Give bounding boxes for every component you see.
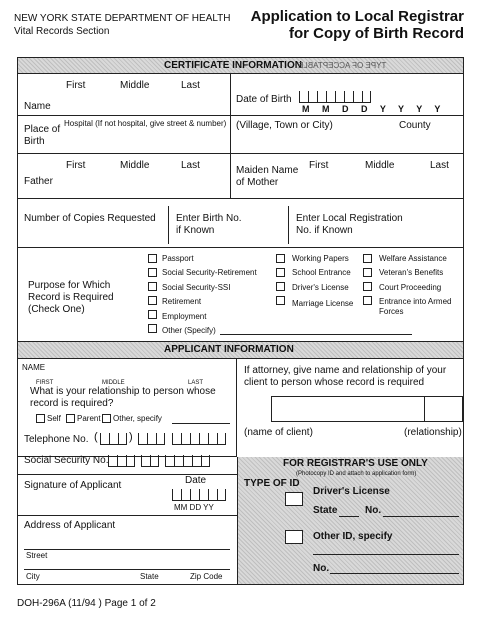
registrar-license-no-field[interactable] [383, 516, 459, 517]
child-name-field[interactable] [60, 95, 226, 115]
other-relationship-label: Other, specify [113, 414, 162, 423]
city-label: City [26, 572, 40, 581]
mother-maiden-name-field[interactable] [300, 173, 458, 195]
client-name-label: (name of client) [244, 427, 313, 438]
type-of-id-label: TYPE OF ID [244, 478, 300, 489]
state-label: State [140, 572, 159, 581]
marriage-license-label: Marriage License [292, 299, 354, 308]
cert-name-label: Name [24, 101, 51, 112]
city-state-zip-field[interactable] [24, 569, 230, 570]
copies-requested-label: Number of Copies Requested [24, 213, 156, 224]
zip-label: Zip Code [190, 572, 223, 581]
applicant-name-label: NAME [22, 363, 46, 372]
village-field[interactable] [236, 133, 386, 151]
purpose-label-2: Record is Required [28, 292, 114, 303]
purpose-label-3: (Check One) [28, 304, 85, 315]
mother-last-label: Last [430, 160, 449, 171]
welfare-label: Welfare Assistance [379, 254, 447, 263]
relationship-question-2: record is required? [30, 398, 114, 409]
hospital-label: Hospital (If not hospital, give street & number) [64, 119, 227, 128]
place-of-birth-label-2: Birth [24, 136, 45, 147]
certificate-band-title: CERTIFICATE INFORMATION [164, 60, 302, 71]
retirement-label: Retirement [162, 297, 202, 306]
drivers-license-id-label: Driver's License [313, 486, 390, 497]
employment-label: Employment [162, 312, 207, 321]
ss-ssi-checkbox[interactable] [148, 282, 157, 291]
client-relationship-box[interactable] [424, 396, 463, 422]
ss-retirement-checkbox[interactable] [148, 268, 157, 277]
working-papers-label: Working Papers [292, 254, 349, 263]
ssn-group-field[interactable] [141, 455, 159, 467]
passport-label: Passport [162, 254, 194, 263]
school-entrance-checkbox[interactable] [276, 268, 285, 277]
attorney-instruction-1: If attorney, give name and relationship of your [244, 365, 447, 376]
birth-number-label-2: if Known [176, 225, 215, 236]
passport-checkbox[interactable] [148, 254, 157, 263]
registrar-note: (Photocopy ID and attach to application form) [296, 471, 417, 477]
birth-number-label-1: Enter Birth No. [176, 213, 242, 224]
client-name-box[interactable] [271, 396, 425, 422]
other-id-field[interactable] [313, 554, 459, 555]
signature-date-label: Date [185, 475, 207, 486]
registrar-license-no-label: No. [365, 505, 382, 516]
parent-label: Parent [77, 414, 101, 423]
date-of-birth-field[interactable] [299, 91, 371, 103]
area-code-field[interactable] [100, 433, 127, 445]
street-label: Street [26, 551, 48, 560]
local-registration-label-2: No. if Known [296, 225, 353, 236]
ss-retirement-label: Social Security-Retirement [162, 268, 257, 277]
street-field[interactable] [24, 549, 230, 550]
father-last-label: Last [181, 160, 200, 171]
ss-ssi-label: Social Security-SSI [162, 283, 231, 292]
welfare-checkbox[interactable] [363, 254, 372, 263]
cert-middle-label: Middle [120, 80, 150, 91]
phone-line-field[interactable] [172, 433, 226, 445]
place-of-birth-label-1: Place of [24, 124, 61, 135]
self-checkbox[interactable] [36, 414, 45, 423]
address-label: Address of Applicant [24, 520, 116, 531]
father-name-field[interactable] [60, 173, 226, 195]
purpose-label-1: Purpose for Which [28, 280, 111, 291]
applicant-last-label: LAST [188, 380, 204, 386]
father-first-label: First [66, 160, 86, 171]
registrar-state-field[interactable] [339, 516, 359, 517]
mother-middle-label: Middle [365, 160, 395, 171]
working-papers-checkbox[interactable] [276, 254, 285, 263]
area-code-close-paren: ) [129, 431, 133, 443]
ssn-area-field[interactable] [108, 455, 135, 467]
client-relationship-label: (relationship) [404, 427, 462, 438]
other-purpose-label: Other (Specify) [162, 326, 216, 335]
armed-forces-label-2: Forces [379, 307, 404, 316]
signature-label: Signature of Applicant [24, 480, 122, 491]
ssn-label: Social Security No. [24, 455, 109, 466]
self-label: Self [47, 414, 61, 423]
other-id-no-label: No. [313, 563, 330, 574]
armed-forces-label-1: Entrance into Armed [379, 297, 452, 306]
retirement-checkbox[interactable] [148, 296, 157, 305]
section-name: Vital Records Section [14, 26, 110, 37]
hospital-field[interactable] [64, 130, 228, 150]
other-id-no-field[interactable] [330, 573, 459, 574]
parent-checkbox[interactable] [66, 414, 75, 423]
area-code-open-paren: ( [94, 431, 98, 443]
maiden-name-label-2: of Mother [236, 177, 279, 188]
relationship-question-1: What is your relationship to person whose [30, 386, 216, 397]
drivers-license-checkbox[interactable] [276, 282, 285, 291]
signature-field[interactable] [24, 493, 164, 511]
maiden-name-label-1: Maiden Name [236, 165, 299, 176]
other-purpose-checkbox[interactable] [148, 324, 157, 333]
court-label: Court Proceeding [379, 283, 442, 292]
form-title-line1: Application to Local Registrar [250, 8, 464, 25]
county-field[interactable] [395, 133, 459, 151]
date-of-birth-format: M M D D Y Y Y Y [302, 104, 446, 114]
agency-name: NEW YORK STATE DEPARTMENT OF HEALTH [14, 13, 231, 24]
school-entrance-label: School Entrance [292, 268, 351, 277]
cert-last-label: Last [181, 80, 200, 91]
marriage-license-checkbox[interactable] [276, 296, 285, 305]
ssn-serial-field[interactable] [165, 455, 210, 467]
cert-first-label: First [66, 80, 86, 91]
other-relationship-field[interactable] [172, 423, 230, 424]
local-registration-label-1: Enter Local Registration [296, 213, 403, 224]
drivers-license-id-checkbox[interactable] [285, 492, 303, 506]
registrar-title: FOR REGISTRAR'S USE ONLY [283, 458, 428, 469]
phone-prefix-field[interactable] [138, 433, 165, 445]
signature-date-field[interactable] [172, 489, 226, 501]
band-bleed-text: TYPE OF ACCEPTABLE [298, 61, 387, 70]
employment-checkbox[interactable] [148, 310, 157, 319]
veterans-checkbox[interactable] [363, 268, 372, 277]
other-relationship-checkbox[interactable] [102, 414, 111, 423]
other-purpose-field[interactable] [220, 334, 412, 335]
signature-date-format: MM DD YY [174, 503, 214, 512]
telephone-label: Telephone No. [24, 434, 89, 445]
applicant-middle-label: MIDDLE [102, 380, 125, 386]
registrar-state-label: State [313, 505, 338, 516]
copies-requested-field[interactable] [24, 226, 164, 240]
mother-first-label: First [309, 160, 329, 171]
armed-forces-checkbox[interactable] [363, 296, 372, 305]
village-label: (Village, Town or City) [236, 120, 333, 131]
date-of-birth-label: Date of Birth [236, 94, 292, 105]
applicant-first-label: FIRST [36, 380, 54, 386]
attorney-instruction-2: client to person whose record is required [244, 377, 425, 388]
father-label: Father [24, 176, 53, 187]
form-title-line2: for Copy of Birth Record [289, 25, 464, 42]
veterans-label: Veteran's Benefits [379, 268, 444, 277]
other-id-label: Other ID, specify [313, 531, 393, 542]
applicant-band-title: APPLICANT INFORMATION [164, 344, 294, 355]
form-id: DOH-296A (11/94 ) Page 1 of 2 [17, 598, 156, 609]
father-middle-label: Middle [120, 160, 150, 171]
court-checkbox[interactable] [363, 282, 372, 291]
county-label: County [399, 120, 431, 131]
drivers-license-label: Driver's License [292, 283, 349, 292]
other-id-checkbox[interactable] [285, 530, 303, 544]
